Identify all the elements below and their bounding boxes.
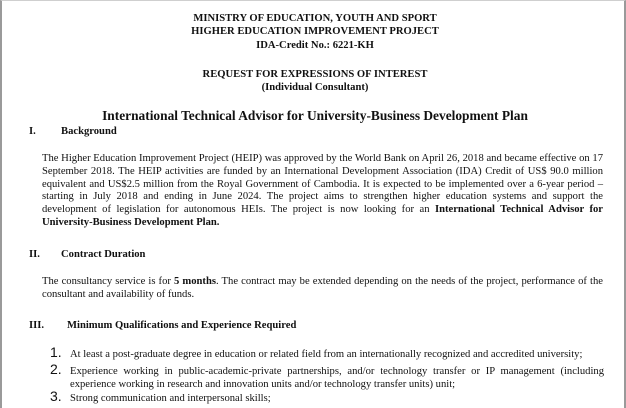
background-paragraph <box>42 153 603 230</box>
duration-text-bold: 5 months <box>174 276 216 287</box>
section-number: III. <box>29 320 45 331</box>
list-item <box>50 344 604 362</box>
section-title: Contract Duration <box>61 249 146 260</box>
section-number: II. <box>29 249 40 260</box>
duration-text-before: The consultancy service is for <box>42 276 175 287</box>
list-item-number: 1. <box>50 344 62 360</box>
credit-number: IDA-Credit No.: 6221-KH <box>256 40 374 51</box>
list-item-number: 2. <box>50 361 62 377</box>
background-text: The Higher Education Improvement Project (HEIP) was approved by the World Bank on April 26, 2018 and became effective on 17 September 2018. The HEIP activities are funded by an International Development Association (IDA) Credit of US$ 90.0 million equivalent and US$2.5 million from the Royal Government of Cambodia. It is expected to be implemented over a 6-year period – starting in July 2018 and ending in June 2024. The project aims to strengthen higher education systems and support the development of legislation for autonomous HEIs. The project is now looking for an <box>42 153 603 216</box>
list-item-text: At least a post-graduate degree in education or related field from an internationally recognized and accredited university; <box>70 349 583 360</box>
list-item <box>50 388 604 406</box>
request-heading: REQUEST FOR EXPRESSIONS OF INTEREST <box>202 69 428 80</box>
duration-paragraph <box>42 276 603 302</box>
section-heading-duration <box>29 248 145 261</box>
background-text-bold: International Technical Advisor for University-Business Development Plan. <box>42 204 603 228</box>
section-title: Minimum Qualifications and Experience Required <box>67 320 297 331</box>
project-heading: HIGHER EDUCATION IMPROVEMENT PROJECT <box>191 26 439 37</box>
consultant-type: (Individual Consultant) <box>261 82 369 93</box>
document-title: International Technical Advisor for University-Business Development Plan <box>102 108 528 123</box>
duration-text-after: . The contract may be extended depending on the needs of the project, performance of the consultant and availability of funds. <box>42 276 603 300</box>
list-item <box>50 361 604 392</box>
list-item-number: 3. <box>50 388 62 404</box>
section-number: I. <box>29 126 36 137</box>
section-heading-qualifications <box>29 319 296 332</box>
ministry-heading: MINISTRY OF EDUCATION, YOUTH AND SPORT <box>193 13 437 24</box>
section-title: Background <box>61 126 117 137</box>
section-heading-background <box>29 125 117 138</box>
list-item-text: Experience working in public-academic-private partnerships, and/or technology transfer or IP management (including experience working in research and innovation units and/or technology transfer units) unit; <box>70 366 604 390</box>
list-item-text: Strong communication and interpersonal skills; <box>70 393 271 404</box>
